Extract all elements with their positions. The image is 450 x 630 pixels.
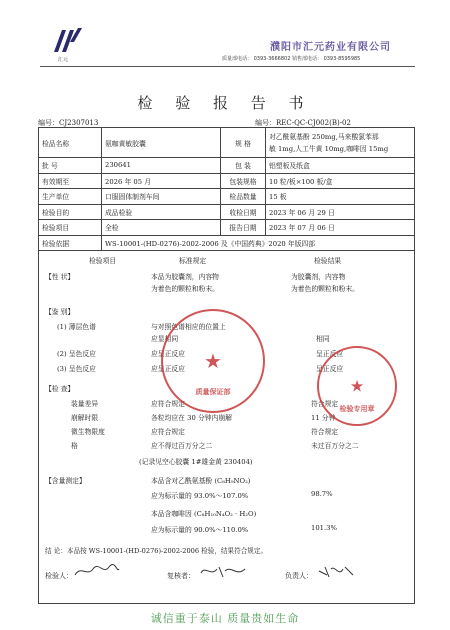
report-date-value: 2023 年 07 月 06 日 [266,220,415,236]
batch-value: 230641 [102,158,221,174]
form-number: 编号：REC-QC-CJ002(B)-02 [255,119,351,127]
info-row: 生产单位 口服固体制剂车间 检品数量 15 板 [39,189,415,205]
reviewer-label: 复核者： [167,572,195,580]
manager-signature [317,563,357,579]
col-item-header: 检验项目 [89,257,117,265]
items-value: 全检 [102,220,221,236]
qa-stamp: ★ 质量保证部 [161,309,265,413]
info-row: 检验依据 WS-10001-(HD-0276)-2002-2006 及《中国药典》2020 年版四部 [39,235,415,251]
recv-date-value: 2023 年 06 月 29 日 [266,204,415,220]
info-row: 有效期至 2026 年 05 月 包装规格 10 粒/板×100 板/盒 [39,173,415,189]
basis-value: WS-10001-(HD-0276)-2002-2006 及《中国药典》2020 年版四部 [102,235,415,251]
assay2-result: 101.3% [311,524,337,532]
pack-spec-value: 10 粒/板×100 板/盒 [266,173,415,189]
header-divider [40,66,415,67]
info-row: 检验项目 全检 报告日期 2023 年 07 月 06 日 [39,220,415,236]
page-title: 检 验 报 告 书 [137,94,313,112]
company-name: 濮阳市汇元药业有限公司 [270,42,391,53]
spec-label: 规 格 [221,128,266,158]
expiry-value: 2026 年 05 月 [102,173,221,189]
record-note: (记录见空心胶囊 1#雄金黄 230404) [139,458,253,466]
info-row: 批 号 230641 包 装 铝塑板及纸盒 [39,158,415,174]
inspector-signature [73,563,121,579]
assay1-result: 98.7% [311,490,333,498]
conclusion: 结 论：本品按 WS-10001-(HD-0276)-2002-2006 检验，结果符合规定。 [45,547,268,555]
info-row: 检验目的 成品检验 收检日期 2023 年 06 月 29 日 [39,204,415,220]
col-std-header: 标准规定 [179,257,207,265]
contact-info: 质量部电话： 0393-3666802 销售部电话： 0393-8595985 [222,56,361,62]
section-identification: 【鉴 别】 [45,308,75,316]
col-result-header: 检验结果 [314,257,342,265]
section-inspection: 【检 查】 [45,385,75,393]
spec-value: 对乙酰氨基酚 250mg,马来酸氯苯那 敏 1mg,人工牛黄 10mg,咖啡因 15mg [266,128,415,158]
manager-label: 负责人： [285,572,313,580]
product-value: 氨咖黄敏胶囊 [102,128,221,158]
section-assay: 【含量测定】 [45,477,86,485]
product-label: 检品名称 [39,128,102,158]
inspection-stamp: ★ 检验专用章 [317,346,397,426]
info-table [38,127,415,251]
purpose-value: 成品检验 [102,204,221,220]
info-row [39,128,415,158]
workshop-value: 口服固体制剂车间 [102,189,221,205]
company-logo [48,22,84,56]
qty-value: 15 板 [266,189,415,205]
reviewer-signature [199,563,247,579]
pack-value: 铝塑板及纸盒 [266,158,415,174]
section-appearance: 【性 状】 [45,273,75,281]
doc-number: 编号：CJ2307013 [38,119,99,127]
logo-text: 汇元 [58,57,69,63]
inspector-label: 检验人： [45,572,73,580]
results-section: 检验项目 标准规定 检验结果 【性 状】 本品为胶囊剂，内容物 为着色的颗粒和粉末。 为胶囊剂，内容物 为着色的颗粒和粉末。 【鉴 别】 (1) 薄层色谱 与对照色谱相应的位置上 应显相同 相同 (2) 呈色反应 应呈正反应 呈正反应 (3) 呈色反应 应呈正反应 呈正反应 【检 查】 装量差异 应符合规定 符合规定 崩解时限 各粒均应在 30 分钟内崩解 11 分钟 微生物限度 应符合规定 符合规定 格 应不得过百万分之二 未过百万分之二 (记录见空心胶囊 1#雄金黄 230404) 【含量测定】 本品含对乙酰氨基酚 (C₈H₉NO₂) 应为标示量的 93.0%～107.0% 98.7% 本品含咖啡因 (C₈H₁₀N₄O₂ · H₂O) 应为标示量的 90.0%～110.0% 101.3% 结 论：本品按 WS-10001-(HD-0276)-2002-2006 检验，结果符合规定。 ★ 质量保证部 ★ 检验专用章 检验人： 复核者： 负责人： [38,251,415,604]
slogan: 诚信重于泰山 质量贵如生命 [150,612,300,625]
